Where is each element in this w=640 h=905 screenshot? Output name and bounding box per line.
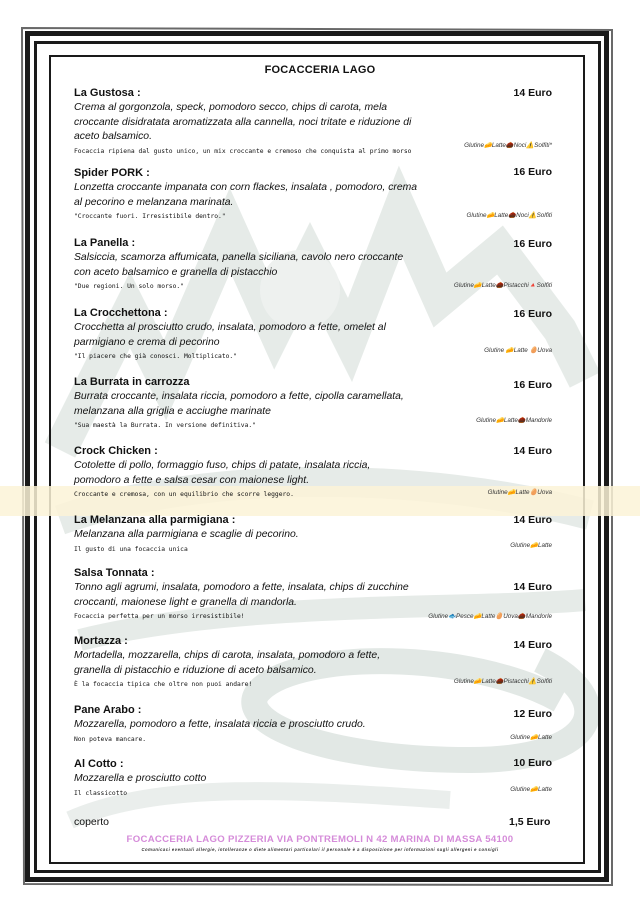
allergy-disclaimer: Comunicaci eventuali allergie, intolleranze o diete alimentari particolari il personale è a disposizione per informazioni sugli allergeni e consigli xyxy=(141,847,499,852)
item-name: Spider PORK : xyxy=(74,167,150,179)
menu-item xyxy=(74,444,558,499)
item-allergens: Glutine🧀Latte xyxy=(510,786,552,793)
menu-item xyxy=(74,375,558,430)
item-allergens: Glutine🧀Latte🥚Uova xyxy=(487,489,552,496)
item-price: 14 Euro xyxy=(513,87,552,99)
item-tagline: Non poteva mancare. xyxy=(74,735,147,743)
item-description: Lonzetta croccante impanata con corn flackes, insalata , pomodoro, crema al pecorino e melanzana marinata. xyxy=(74,182,418,208)
item-allergens: Glutine🧀Latte xyxy=(510,542,552,549)
item-allergens: Glutine🧀Latte xyxy=(510,734,552,741)
item-name: La Panella : xyxy=(74,237,136,249)
item-name: Salsa Tonnata : xyxy=(74,567,155,579)
item-description: Mozzarella, pomodoro a fette, insalata riccia e prosciutto crudo. xyxy=(74,719,366,730)
item-tagline: È la focaccia tipica che oltre non puoi andare! xyxy=(74,681,253,688)
item-description: Crema al gorgonzola, speck, pomodoro secco, chips di carota, mela croccante disidratata aromatizzata alla cannella, noci tritate e riduzione di aceto balsamico. xyxy=(74,102,412,142)
item-description: Mortadella, mozzarella, chips di carota, insalata, pomodoro a fette, granella di pistacchio e riduzione di aceto balsamico. xyxy=(74,650,381,676)
item-tagline: Il gusto di una focaccia unica xyxy=(74,545,188,553)
footer-address: FOCACCERIA LAGO PIZZERIA VIA PONTREMOLI N 42 MARINA DI MASSA 54100 xyxy=(126,834,514,845)
item-description: Cotolette di pollo, formaggio fuso, chips di patate, insalata riccia, pomodoro a fette e salsa cesar con maionese light. xyxy=(74,460,371,486)
item-description: Crocchetta al prosciutto crudo, insalata, pomodoro a fette, omelet al parmigiano e crema di pecorino xyxy=(74,322,386,348)
item-price: 16 Euro xyxy=(513,379,552,391)
item-tagline: Il classicotto xyxy=(74,789,128,797)
menu-item xyxy=(74,513,558,554)
item-name: La Gustosa : xyxy=(74,87,141,99)
item-allergens: Glutine🐟Pesce🧀Latte🥚Uova🌰Mandorle xyxy=(428,613,552,620)
menu-item xyxy=(74,757,558,798)
cover-charge-label: coperto xyxy=(74,816,110,828)
item-price: 14 Euro xyxy=(513,581,552,593)
item-allergens: Glutine 🧀Latte 🥚Uova xyxy=(484,347,552,354)
item-price: 10 Euro xyxy=(513,757,552,769)
menu-item xyxy=(74,703,558,744)
item-description: Burrata croccante, insalata riccia, pomodoro a fette, cipolla caramellata, melanzana alla griglia e acciughe marinate xyxy=(74,391,404,417)
item-name: La Burrata in carrozza xyxy=(74,376,190,388)
menu-item xyxy=(74,634,558,689)
item-tagline: Focaccia perfetta per un morso irresistibile! xyxy=(74,613,245,620)
item-name: Crock Chicken : xyxy=(74,445,158,457)
menu-item xyxy=(74,306,558,361)
item-price: 14 Euro xyxy=(513,514,552,526)
item-price: 14 Euro xyxy=(513,639,552,651)
item-allergens: Glutine🧀Latte🌰Pistacchi⚠️Solfiti xyxy=(453,678,552,685)
item-price: 14 Euro xyxy=(513,445,552,457)
item-description: Mozzarella e prosciutto cotto xyxy=(74,773,207,784)
item-description: Tonno agli agrumi, insalata, pomodoro a fette, insalata, chips di zucchine croccanti, maionese light e granella di mandorla. xyxy=(74,582,409,608)
item-description: Salsiccia, scamorza affumicata, panella siciliana, cavolo nero croccante con aceto balsamico e granella di pistacchio xyxy=(74,252,404,278)
item-allergens: Glutine🧀Latte🌰Pistacchi🔺Solfiti xyxy=(453,282,552,289)
menu-item xyxy=(74,236,558,291)
cover-charge-price: 1,5 Euro xyxy=(509,816,551,828)
item-tagline: Focaccia ripiena dal gusto unico, un mix croccante e cremoso che conquista al primo morso xyxy=(74,147,412,155)
item-price: 16 Euro xyxy=(513,166,552,178)
item-name: La Melanzana alla parmigiana : xyxy=(74,514,236,526)
menu-item xyxy=(74,566,558,621)
item-tagline: "Due regioni. Un solo morso." xyxy=(74,283,184,290)
item-tagline: "Sua maestà la Burrata. In versione definitiva." xyxy=(74,422,256,429)
item-price: 12 Euro xyxy=(513,708,552,720)
menu-item xyxy=(74,86,558,156)
item-tagline: Croccante e cremosa, con un equilibrio che scorre leggero. xyxy=(74,491,294,498)
item-tagline: "Il piacere che già conosci. Moltiplicato." xyxy=(74,353,238,360)
item-price: 16 Euro xyxy=(513,238,552,250)
item-name: La Crocchettona : xyxy=(74,307,168,319)
item-tagline: "Croccante fuori. Irresistibile dentro." xyxy=(74,213,226,220)
item-name: Al Cotto : xyxy=(74,758,124,770)
item-allergens: Glutine🧀Latte🌰Noci⚠️Solfiti* xyxy=(464,142,552,149)
item-allergens: Glutine🧀Latte🌰Mandorle xyxy=(476,417,552,424)
item-price: 16 Euro xyxy=(513,308,552,320)
item-name: Mortazza : xyxy=(74,635,128,647)
menu-title: FOCACCERIA LAGO xyxy=(264,64,376,76)
menu-item xyxy=(74,166,558,221)
item-description: Melanzana alla parmigiana e scaglie di pecorino. xyxy=(74,529,299,540)
item-allergens: Glutine🧀Latte🌰Noci⚠️Solfiti xyxy=(466,212,552,219)
item-name: Pane Arabo : xyxy=(74,704,142,716)
